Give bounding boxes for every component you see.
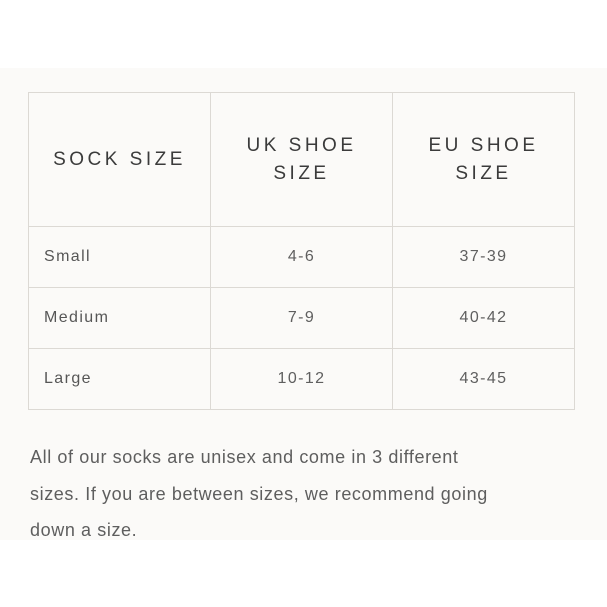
cell-large-label: Large	[29, 349, 211, 410]
header-row	[29, 93, 575, 227]
cell-medium-uk: 7-9	[211, 288, 393, 349]
table-row-small	[29, 227, 575, 288]
cell-large-uk: 10-12	[211, 349, 393, 410]
table-body	[29, 227, 575, 410]
sock-size-table	[28, 92, 575, 410]
cell-small-eu: 37-39	[393, 227, 575, 288]
sizing-note	[30, 439, 590, 549]
cell-medium-eu: 40-42	[393, 288, 575, 349]
table-row-large	[29, 349, 575, 410]
cell-medium-label: Medium	[29, 288, 211, 349]
table-header	[29, 93, 575, 227]
header-sock-size: SOCK SIZE	[29, 93, 211, 227]
cell-large-eu: 43-45	[393, 349, 575, 410]
sizing-note-line: sizes. If you are between sizes, we recommend going	[30, 483, 488, 504]
header-eu-shoe-size: EU SHOE SIZE	[393, 93, 575, 227]
cell-small-label: Small	[29, 227, 211, 288]
table-row-medium	[29, 288, 575, 349]
cell-small-uk: 4-6	[211, 227, 393, 288]
header-uk-shoe-size: UK SHOE SIZE	[211, 93, 393, 227]
sizing-note-line: All of our socks are unisex and come in 3 different	[30, 447, 459, 467]
sizing-note-line: down a size.	[30, 520, 138, 540]
size-chart-section	[0, 68, 607, 540]
